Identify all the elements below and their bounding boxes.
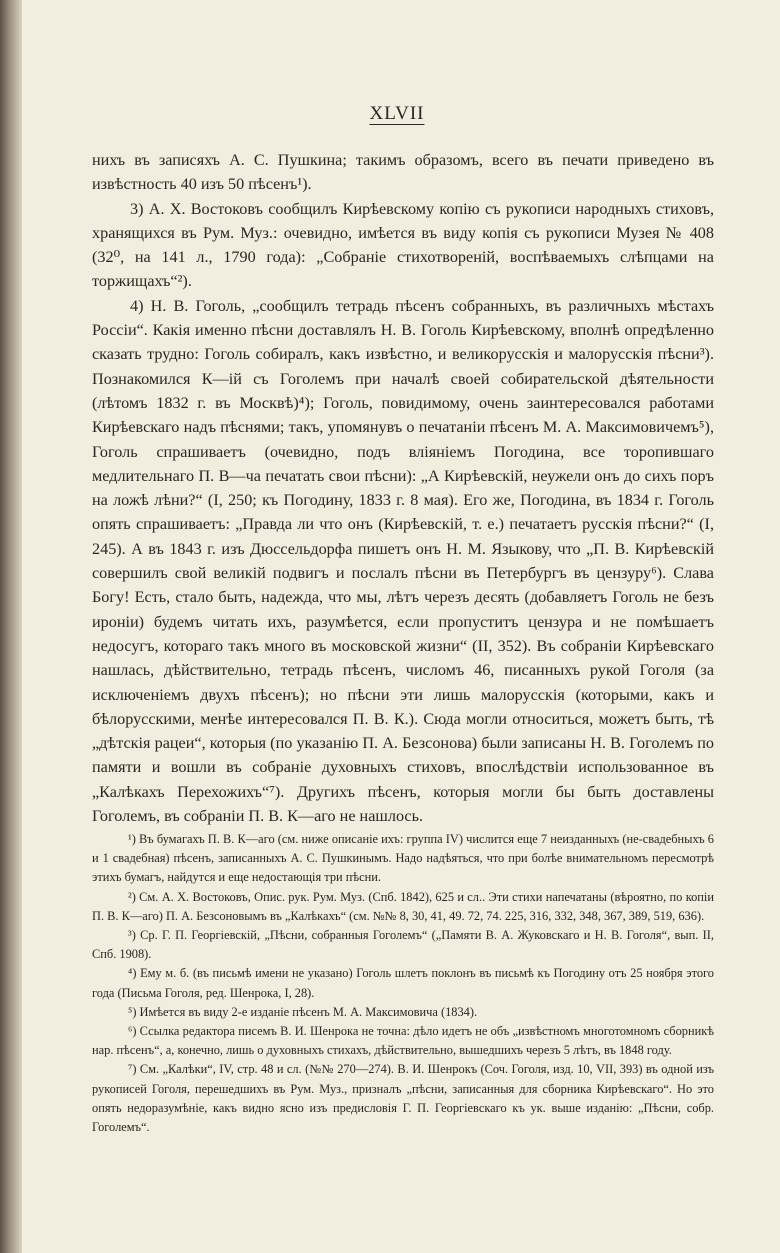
book-gutter-shadow <box>0 0 22 1253</box>
paragraph-3: 4) Н. В. Гоголь, „сообщилъ тетрадь пѣсенъ собранныхъ, въ различныхъ мѣстахъ Россіи“. Какія именно пѣсни доставлялъ Н. В. Гоголь Кирѣевскому, вполнѣ опредѣленно сказать трудно: Гоголь собиралъ, какъ извѣстно, и великорусскія и малорусскія пѣсни³). Познакомился К—ій съ Гоголемъ при началѣ своей собирательской дѣятельности (лѣтомъ 1832 г. въ Москвѣ)⁴); Гоголь, повидимому, очень заинтересовался работами Кирѣевскаго надъ пѣснями; такъ, упомянувъ о печатаніи пѣсенъ М. А. Максимовичемъ⁵), Гоголь спрашиваетъ (очевидно, подъ вліяніемъ Погодина, все торопившаго медлительнаго П. В—ча печатать свои пѣсни): „А Кирѣевскій, неужели онъ до сихъ поръ на ложѣ лѣни?“ (I, 250; къ Погодину, 1833 г. 8 мая). Его же, Погодина, въ 1834 г. Гоголь опять спрашиваетъ: „Правда ли что онъ (Кирѣевскій, т. е.) печатаетъ русскія пѣсни?“ (I, 245). А въ 1843 г. изъ Дюссельдорфа пишетъ онъ Н. М. Языкову, что „П. В. Кирѣевскій совершилъ свой великій подвигъ и послалъ пѣсни въ Петербургъ въ цензуру⁶). Слава Богу! Есть, стало быть, надежда, что мы, лѣтъ черезъ десять (добавляетъ Гоголь не безъ ироніи) будемъ читать ихъ, разумѣется, если пропуститъ цензура и не помѣшаетъ недосугъ, котораго такъ много въ московской жизни“ (II, 352). Въ собраніи Кирѣевскаго нашлась, дѣйствительно, тетрадь пѣсенъ, числомъ 46, писанныхъ рукой Гоголя (за исключеніемъ двухъ пѣсенъ); но пѣсни эти лишь малорусскія (которыми, какъ и бѣлорусскими, менѣе интересовался П. В. К.). Сюда могли относиться, можетъ быть, тѣ „дѣтскія рацеи“, которыя (по указанію П. А. Безсонова) были записаны Н. В. Гоголемъ по памяти и вошли въ собраніе духовныхъ стиховъ, впослѣдствіи использованное въ „Калѣкахъ Перехожихъ“⁷). Другихъ пѣсенъ, которыя могли бы быть доставлены Гоголемъ, въ собраніи П. В. К—аго не нашлось. <box>92 296 714 826</box>
paragraph-2: 3) А. Х. Востоковъ сообщилъ Кирѣевскому копію съ рукописи народныхъ стиховъ, хранящихся въ Рум. Муз.: очевидно, имѣется въ виду копія съ рукописи Музея № 408 (32⁰, на 141 л., 1790 года): „Собраніе стихотвореній, воспѣваемыхъ слѣпцами на торжищахъ“²). <box>92 199 714 291</box>
footnote-3: ³) Ср. Г. П. Георгіевскій, „Пѣсни, собранныя Гоголемъ“ („Памяти В. А. Жуковскаго и Н. В. Гоголя“, вып. II, Спб. 1908). <box>92 928 714 962</box>
book-page <box>22 0 780 1253</box>
footnotes <box>92 830 714 1137</box>
page-number: XLVII <box>369 103 425 124</box>
footnote-1: ¹) Въ бумагахъ П. В. К—аго (см. ниже описаніе ихъ: группа IV) числится еще 7 неизданныхъ (не-свадебныхъ 6 и 1 свадебная) пѣсенъ, записанныхъ А. С. Пушкинымъ. Надо надѣяться, что при болѣе внимательномъ пересмотрѣ этихъ бумагъ, найдутся и еще недостающія три пѣсни. <box>92 832 714 885</box>
footnote-4: ⁴) Ему м. б. (въ письмѣ имени не указано) Гоголь шлетъ поклонъ въ письмѣ къ Погодину отъ 25 ноября этого года (Письма Гоголя, ред. Шенрока, I, 28). <box>92 966 714 1000</box>
paragraph-1: нихъ въ записяхъ А. С. Пушкина; такимъ образомъ, всего въ печати приведено въ извѣстность 40 изъ 50 пѣсенъ¹). <box>92 151 714 194</box>
footnote-5: ⁵) Имѣется въ виду 2-е изданіе пѣсенъ М. А. Максимовича (1834). <box>128 1004 478 1019</box>
footnote-7: ⁷) См. „Калѣки“, IV, стр. 48 и сл. (№№ 270—274). В. И. Шенрокъ (Соч. Гоголя, изд. 10, VII, 393) въ одной изъ рукописей Гоголя, перешедшихъ въ Рум. Муз., призналъ „пѣсни, записанныя для сборника Кирѣевскаго“. Но это опять недоразумѣніе, какъ видно ясно изъ предисловія Г. П. Георгіевскаго къ ук. выше изданію: „Пѣсни, собр. Гоголемъ“. <box>92 1062 714 1135</box>
main-text <box>92 148 714 828</box>
footnote-2: ²) См. А. Х. Востоковъ, Опис. рук. Рум. Муз. (Спб. 1842), 625 и сл.. Эти стихи напечатаны (вѣроятно, по копіи П. В. К—аго) П. А. Безсоновымъ въ „Калѣкахъ“ (см. №№ 8, 30, 41, 49. 72, 74. 225, 316, 332, 348, 367, 389, 519, 636). <box>92 889 714 923</box>
footnote-6: ⁶) Ссылка редактора писемъ В. И. Шенрока не точна: дѣло идетъ не объ „извѣстномъ многотомномъ сборникѣ нар. пѣсенъ“, а, конечно, лишь о духовныхъ стихахъ, дѣйствительно, вышедшихъ черезъ 5 лѣтъ, въ 1848 году. <box>92 1024 714 1058</box>
